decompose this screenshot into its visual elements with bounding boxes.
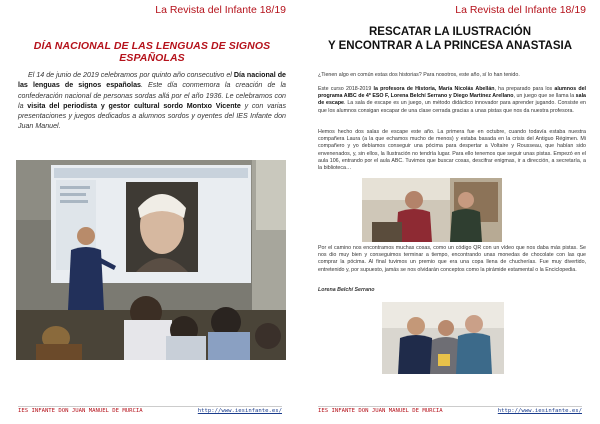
body-text: , ha preparado para los	[494, 86, 555, 92]
footer-url-link[interactable]: http://www.iesinfante.es/	[497, 408, 582, 414]
page-header: La Revista del Infante 18/19	[455, 4, 586, 16]
footer-school: IES INFANTE DON JUAN MANUEL DE MURCIA	[318, 408, 443, 414]
body-bold: Día nacional de las lenguas de signos españolas	[18, 71, 286, 90]
body-bold: visita del periodista y gestor cultural sordo Montxo Vicente	[27, 101, 241, 110]
title-line: RESCATAR LA ILUSTRACIÓN	[368, 26, 532, 38]
paragraph-2: Hemos hecho dos salas de escape este año. La primera fue en octubre, cuando todavía estaba nuestra compañera Laura (a la que echamos mucho de menos) y estaba basada en la crisis del Antiguo Régimen. Mi compañero y yo debíamos conseguir una pócima para despertar a Voltaire y Rousseau, que habían sido envenenados, y, sin ellos, la Ilustración no tendría lugar. Para ello tenemos que seguir unas pistas. Empezó en el aula 106, entrando por el aula ABC. Tuvimos que buscar cosas, descifrar enigmas, ir a dirección, a secretaría, a la biblioteca…	[318, 129, 586, 172]
footer-url-link[interactable]: http://www.iesinfante.es/	[197, 408, 282, 414]
body-bold: sala de escape	[318, 93, 586, 107]
body-text: y con varias presentaciones y juegos dedicados a alumnos sordos y oyentes del IES Infante don Juan Manuel.	[18, 101, 286, 131]
page-footer	[318, 406, 582, 418]
paragraph-1	[318, 86, 586, 115]
body-bold: la profesora de Historia, María Nicolás Abellán	[373, 86, 495, 92]
article-title: DÍA NACIONAL DE LAS LENGUAS DE SIGNOS ESPAÑOLAS	[33, 40, 271, 64]
body-text: . Este día conmemora la creación de la confederación nacional de personas sordas allá por el año 1936. Le celebramos con la	[18, 81, 286, 110]
footer-school: IES INFANTE DON JUAN MANUEL DE MURCIA	[18, 408, 143, 414]
title-line: Y ENCONTRAR A LA PRINCESA ANASTASIA	[327, 39, 573, 52]
escape-room-photo-2	[382, 302, 504, 374]
escape-room-photo-1	[362, 178, 502, 242]
body-text: Este curso 2018-2019	[318, 86, 374, 92]
page-footer	[18, 406, 282, 418]
body-text: . La sala de escape es un juego, un método didáctico innovador para aprender jugando. Consiste en que los alumnos consigan escapar de una clase cerrada gracias a unas pistas que nos da nuestra profesora.	[318, 100, 587, 114]
classroom-presentation-photo	[16, 160, 286, 360]
page-header: La Revista del Infante 18/19	[155, 4, 286, 16]
paragraph-3: Por el camino nos encontramos muchas cosas, como un código QR con un vídeo que nos daba más pistas. Se nos dio muy bien y conseguimos terminar a tiempo, encontrando unas monedas de chocolate con las que comprar la pócima. Al final tuvimos un premio que era una copa llena de chucherías. Fue muy divertido, entretenido y, por supuesto, jamás se nos olvidarán conceptos como la pirámide estamental o la Enciclopedia.	[318, 245, 586, 273]
body-text: El 14 de junio de 2019 celebramos por quinto año consecutivo el	[28, 71, 234, 79]
body-bold: alumnos del programa AIBC de 4º ESO F, Lorena Belchí Serrano y Diego Martínez Arellano	[318, 86, 587, 100]
article-title	[310, 26, 590, 53]
intro-paragraph: ¿Tienen algo en común estas dos historias? Para nosotros, este año, sí lo han tenido.	[318, 72, 520, 78]
author-signature: Lorena Belchí Serrano	[318, 287, 375, 293]
body-text: , un juego que se llama la	[513, 93, 576, 100]
article-body	[18, 70, 286, 132]
